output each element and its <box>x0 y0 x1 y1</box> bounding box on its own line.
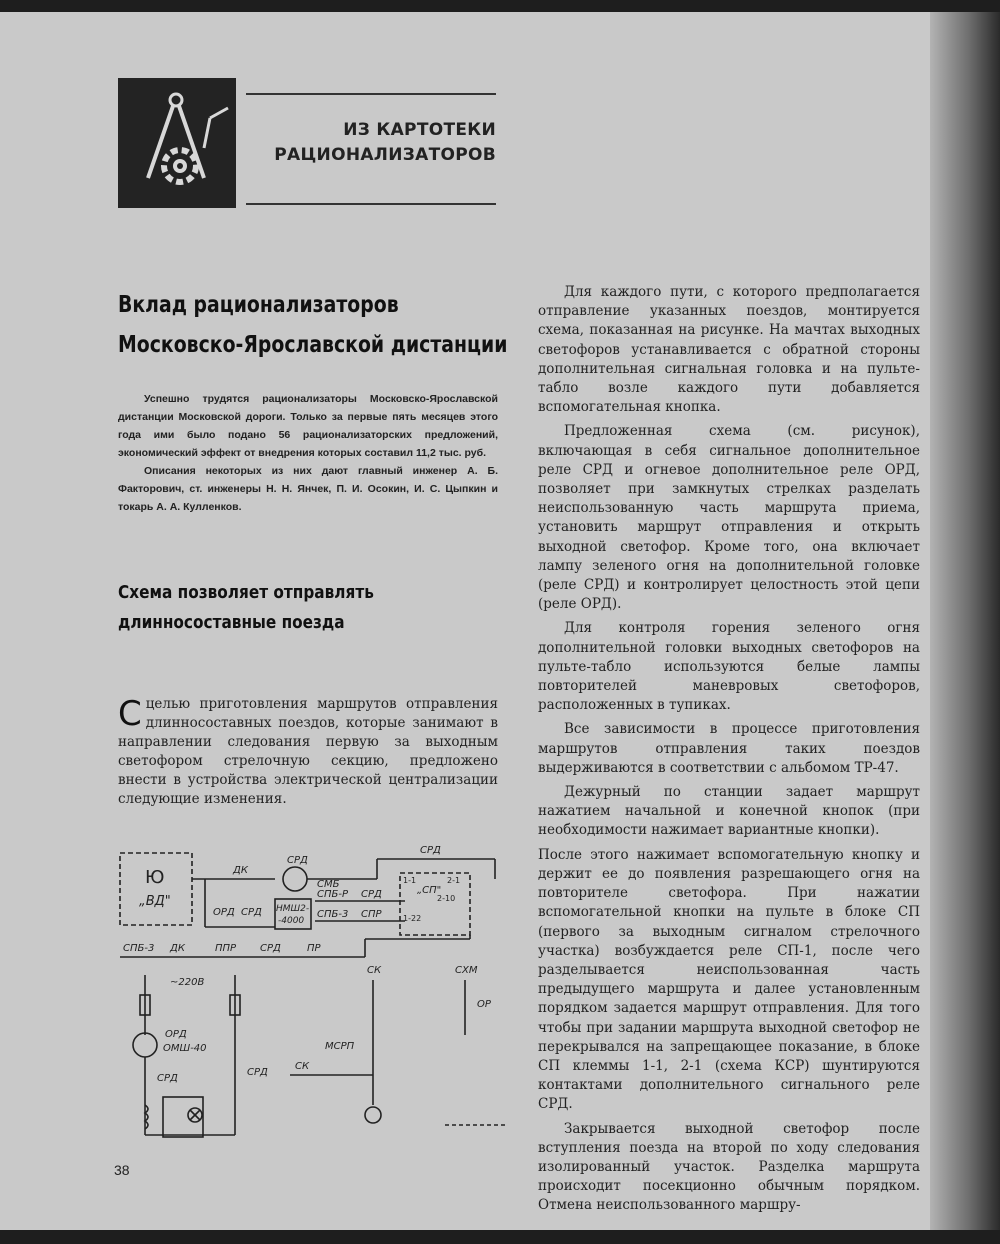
label-skm: СХМ <box>455 965 478 976</box>
page-edge-shadow <box>930 12 1000 1230</box>
body-paragraph: Дежурный по станции задает маршрут нажатием начальной и конечной кнопок (при необходимости нажимает вариантные кнопки). <box>538 784 920 839</box>
label-ord: ОРД <box>213 907 235 918</box>
section-title-line-2: длинносоставные поезда <box>118 612 345 633</box>
drop-cap: С <box>118 694 142 734</box>
compass-gear-icon <box>118 78 236 208</box>
label-smb: СМБ <box>317 879 340 890</box>
circuit-schematic <box>115 835 510 1155</box>
rubric-rule-bottom <box>246 203 496 205</box>
label-pin-2-1: 2-1 <box>447 876 461 885</box>
intro-paragraph: Успешно трудятся рационализаторы Московско-Ярославской дистанции Московской дороги. Только за первые пять месяцев этого года ими было подано 56 рационализаторских предложений, экономический эффект от внедрения которых составил 11,2 тыс. руб. <box>118 393 498 459</box>
body-paragraph: После этого нажимает вспомогательную кнопку и держит ее до появления разрешающего огня на повторителе светофора. При нажатии вспомогательной кнопки на пульте в блоке СП (первого за выходным сигналом стрелочного участка) возбуждается реле СП-1, после чего разделывается неиспользованная часть предыдущего маршрута и далее установленным порядком задается маршрут отправления. Для того чтобы при задании маршрута выходной светофор не перекрывался на запрещающее показание, в блоке СП клеммы 1-1, 2-1 (схема КСР) шунтируются контактами дополнительного сигнального реле СРД. <box>538 846 920 1113</box>
rubric-logo <box>118 78 236 208</box>
label-srd-contact: СРД <box>241 907 262 918</box>
section-lead <box>118 695 498 809</box>
article-title <box>118 285 508 365</box>
label-srd-upper: СРД <box>361 889 382 900</box>
label-srd-contact-2: СРД <box>157 1073 178 1084</box>
label-dk-lower: ДК <box>170 943 185 954</box>
button-symbol: Ю <box>145 867 165 888</box>
body-paragraph: Закрывается выходной светофор после вступления поезда на второй по ходу следования изолированный участок. Разделка маршрута происходит посекционно обычным порядком. Отмена неиспользованного маршру- <box>538 1120 920 1214</box>
label-dk: ДК <box>233 865 248 876</box>
intro-paragraph: Описания некоторых из них дают главный инженер А. Б. Факторович, ст. инженеры Н. Н. Янчек, П. И. Осокин, И. С. Цыпкин и токарь А. А. Кулленков. <box>118 465 498 513</box>
label-or: ОР <box>477 999 491 1010</box>
label-220v: ~220В <box>170 977 205 988</box>
section-title-line-1: Схема позволяет отправлять <box>118 582 374 603</box>
label-sp-block: „СП" <box>417 885 442 896</box>
label-ppr: ППР <box>215 943 237 954</box>
label-srd-top: СРД <box>420 845 441 856</box>
label-sk: СК <box>367 965 382 976</box>
label-omsh: ОМШ-40 <box>163 1043 207 1054</box>
label-pin-2-10: 2-10 <box>437 894 456 903</box>
rubric-title <box>250 118 496 168</box>
label-spb-r: СПБ-Р <box>317 889 349 900</box>
rubric-line-1: ИЗ КАРТОТЕКИ <box>343 120 496 140</box>
lead-text: целью приготовления маршрутов отправления длинносоставных поездов, которые занимают в направлении следования первую за выходным светофором стрелочную секцию, предложено внести в устройства электрической централизации следующие изменения. <box>118 696 498 807</box>
body-paragraph: Все зависимости в процессе приготовления маршрутов отправления таких поездов выдерживаются в соответствии с альбомом ТР-47. <box>538 721 920 776</box>
body-paragraph: Предложенная схема (см. рисунок), включающая в себя сигнальное дополнительное реле СРД и огневое дополнительное реле ОРД, позволяет при замкнутых стрелках разделать неиспользованную часть маршрута приема, установить маршрут отправления и открыть выходной светофор. Кроме того, она включает лампу зеленого огня на дополнительной головке (реле СРД) и контролирует целостность этой цепи (реле ОРД). <box>538 423 920 613</box>
label-spb-3: СПБ-3 <box>123 943 155 954</box>
label-ord-relay: ОРД <box>165 1029 187 1040</box>
label-srd-contact-3: СРД <box>247 1067 268 1078</box>
right-column <box>538 283 920 1221</box>
label-srd-lower: СРД <box>260 943 281 954</box>
button-label: „ВД" <box>139 894 171 909</box>
label-srd-relay: СРД <box>287 855 308 866</box>
article-intro <box>118 390 498 516</box>
rubric-line-2: РАЦИОНАЛИЗАТОРОВ <box>274 145 496 165</box>
label-msrp: МСРП <box>325 1041 355 1052</box>
label-spr: СПР <box>361 909 382 920</box>
article-title-line-1: Вклад рационализаторов <box>118 292 399 318</box>
section-title <box>118 578 450 638</box>
article-title-line-2: Московско-Ярославской дистанции <box>118 332 508 358</box>
page-number: 38 <box>114 1162 130 1178</box>
label-nmsh: НМШ2- <box>276 904 310 914</box>
label-sk-lower: СК <box>295 1061 310 1072</box>
label-spb-s: СПБ-3 <box>317 909 349 920</box>
label-pin-1-1: 1-1 <box>403 876 417 885</box>
label-nmsh-value: -4000 <box>278 916 305 926</box>
rubric-rule-top <box>246 93 496 95</box>
label-pr: ПР <box>307 943 321 954</box>
body-paragraph: Для каждого пути, с которого предполагается отправление указанных поездов, монтируется схема, показанная на рисунке. На мачтах выходных светофоров устанавливается с обратной стороны дополнительная сигнальная головка и на пульте-табло возле каждого пути добавляется вспомогательная кнопка. <box>538 284 920 416</box>
label-pin-1-22: 1-22 <box>403 914 422 923</box>
body-paragraph: Для контроля горения зеленого огня дополнительной головки выходных светофоров на пульте-табло используются белые лампы повторителей маневровых светофоров, расположенных в тупиках. <box>538 620 920 714</box>
